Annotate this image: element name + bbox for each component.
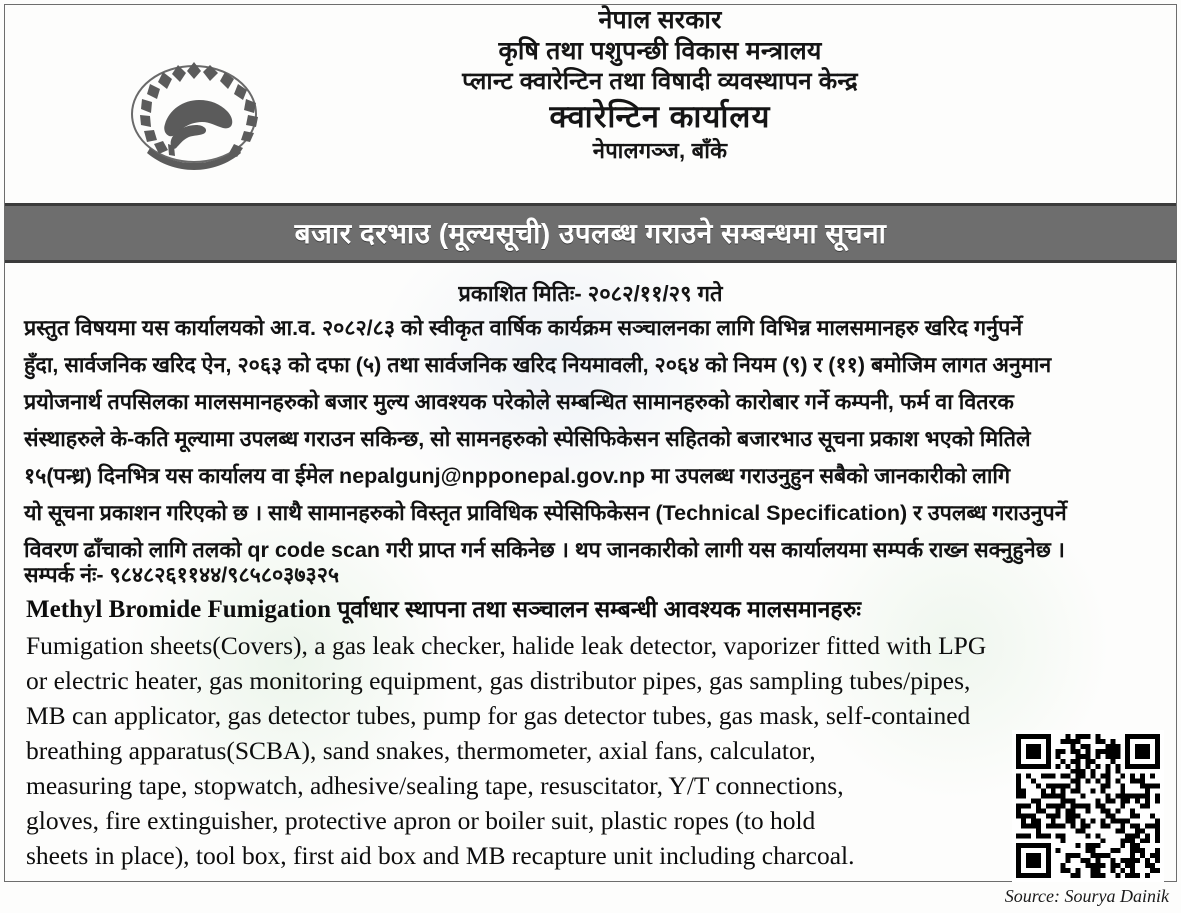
equipment-list xyxy=(26,628,1159,873)
body-line: यो सूचना प्रकाशन गरिएको छ । साथै सामानहरुको विस्तृत प्राविधिक स्पेसिफिकेसन (Technical Specification) र उपलब्ध गराउनुपर्ने xyxy=(24,501,1067,525)
equipment-line xyxy=(26,733,1159,768)
gov-name: नेपाल सरकार xyxy=(598,6,722,34)
equipment-line-text: or electric heater, gas monitoring equipment, gas distributor pipes, gas sampling tubes/pipes, xyxy=(26,666,971,695)
equipment-line-text: MB can applicator, gas detector tubes, pump for gas detector tubes, gas mask, self-contained xyxy=(26,701,971,730)
notice-body xyxy=(24,310,1160,569)
ministry-name: कृषि तथा पशुपन्छी विकास मन्त्रालय xyxy=(498,37,822,65)
equipment-line xyxy=(26,838,1159,873)
equipment-line xyxy=(26,768,986,803)
published-date: प्रकाशित मितिः- २०८२/११/२९ गते xyxy=(458,281,723,306)
body-line-qr: विवरण ढाँचाको लागि तलको qr code scan गरी प्राप्त गर्न सकिनेछ । थप जानकारीको लागी यस कार्यालयमा सम्पर्क राख्न सक्नुहुनेछ । xyxy=(24,538,1065,562)
notice-title-banner xyxy=(5,203,1176,263)
body-line: हुँदा, सार्वजनिक खरिद ऐन, २०६३ को दफा (५) तथा सार्वजनिक खरिद नियमावली, २०६४ को नियम (९) र (११) बमोजिम लागत अनुमान xyxy=(24,353,1052,377)
body-line: संस्थाहरुले के-कति मूल्यामा उपलब्ध गराउन सकिन्छ, सो सामनहरुको स्पेसिफिकेसन सहितको बजारभाउ सूचना प्रकाश भएको मितिले xyxy=(24,427,1031,451)
document-header xyxy=(0,0,1181,196)
contact-line: सम्पर्क नंः- ९८४८२६११४४/९८५८०३७३२५ xyxy=(24,563,340,587)
notice-title: बजार दरभाउ (मूल्यसूची) उपलब्ध गराउने सम्बन्धमा सूचना xyxy=(294,218,887,249)
office-location: नेपालगञ्ज, बाँके xyxy=(592,137,728,163)
center-name: प्लान्ट क्वारेन्टिन तथा विषादी व्यवस्थापन केन्द्र xyxy=(462,68,858,95)
equipment-line-text: gloves, fire extinguisher, protective apron or boiler suit, plastic ropes (to hold xyxy=(26,806,816,835)
equipment-line xyxy=(26,628,1159,663)
equipment-heading-english: Methyl Bromide Fumigation xyxy=(26,596,332,623)
body-line-email: १५(पन्ध्र) दिनभित्र यस कार्यालय वा ईमेल nepalgunj@npponepal.gov.np मा उपलब्ध गराउनुहुन सबैको जानकारीको लागि xyxy=(24,464,1011,488)
source-credit: Source: Sourya Dainik xyxy=(1004,886,1169,906)
equipment-line-text: measuring tape, stopwatch, adhesive/sealing tape, resuscitator, Y/T connections, xyxy=(26,771,844,800)
equipment-line xyxy=(26,663,1159,698)
equipment-line-text: breathing apparatus(SCBA), sand snakes, thermometer, axial fans, calculator, xyxy=(26,736,816,765)
qr-code[interactable] xyxy=(1012,730,1164,882)
header-text-block xyxy=(280,6,1040,163)
equipment-line-text: sheets in place), tool box, first aid box and MB recapture unit including charcoal. xyxy=(26,841,855,870)
equipment-line-text: Fumigation sheets(Covers), a gas leak checker, halide leak detector, vaporizer fitted with LPG xyxy=(26,631,987,660)
equipment-line xyxy=(26,698,1159,733)
equipment-heading xyxy=(26,592,1156,624)
nepal-government-emblem xyxy=(118,52,270,170)
body-line: प्रस्तुत विषयमा यस कार्यालयको आ.व. २०८२/८३ को स्वीकृत वार्षिक कार्यक्रम सञ्चालनका लागि विभिन्न मालसमानहरु खरिद गर्नुपर्ने xyxy=(24,316,1023,340)
equipment-heading-nepali: पूर्वाधार स्थापना तथा सञ्चालन सम्बन्धी आवश्यक मालसमानहरुः xyxy=(337,596,861,622)
body-line: प्रयोजनार्थ तपसिलका मालसमानहरुको बजार मुल्य आवश्यक परेकोले सम्बन्धित सामानहरुको कारोबार गर्ने कम्पनी, फर्म वा वितरक xyxy=(24,390,1014,414)
office-name: क्वारेन्टिन कार्यालय xyxy=(549,98,771,134)
qr-code-image xyxy=(1016,734,1160,878)
equipment-line xyxy=(26,803,986,838)
